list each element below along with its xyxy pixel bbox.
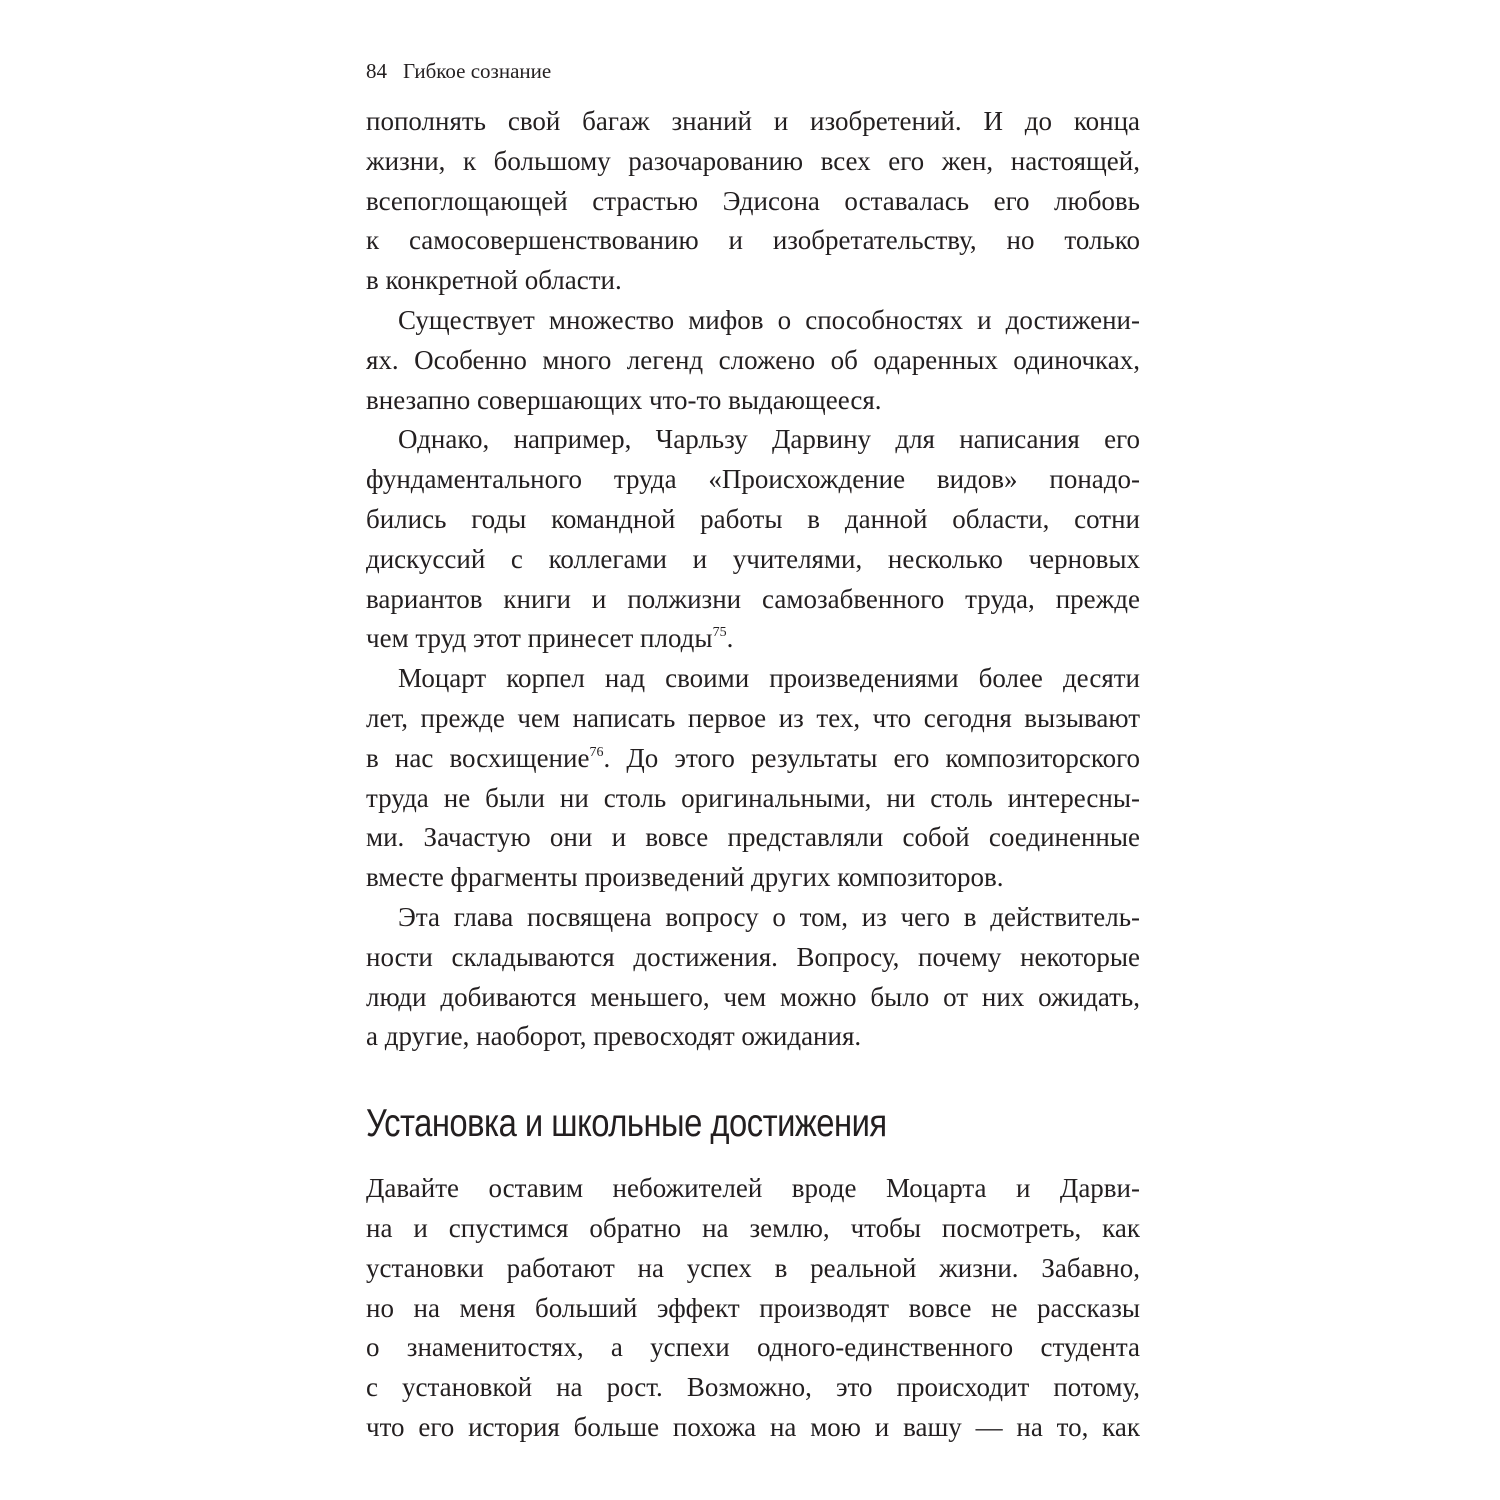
- footnote-marker: 75: [712, 625, 727, 641]
- line-text: в нас восхищение: [366, 742, 590, 773]
- text-line: вместе фрагменты произведений других композиторов.: [366, 862, 1004, 893]
- text-line: ми. Зачастую они и вовсе представляли собой соединенные: [366, 822, 1140, 853]
- text-line: ях. Особенно много легенд сложено об одаренных одиночках,: [366, 344, 1140, 375]
- text-line: люди добиваются меньшего, чем можно было от них ожидать,: [366, 981, 1140, 1012]
- paragraph-1: [366, 102, 1140, 301]
- text-line: ности складываются достижения. Вопросу, почему некоторые: [366, 941, 1140, 972]
- book-page: [366, 56, 1140, 1448]
- text-line: труда не были ни столь оригинальными, ни столь интересны-: [366, 782, 1140, 813]
- line-text: .: [726, 623, 734, 654]
- text-line: вариантов книги и полжизни самозабвенного труда, прежде: [366, 583, 1140, 614]
- text-line: с установкой на рост. Возможно, это происходит потому,: [366, 1372, 1140, 1403]
- text-line: пополнять свой багаж знаний и изобретений. И до конца: [366, 106, 1140, 136]
- text-line: всепоглощающей страстью Эдисона оставалась его любовь: [366, 185, 1140, 216]
- text-line: [366, 619, 1140, 659]
- text-line: но на меня больший эффект производят вовсе не рассказы: [366, 1292, 1140, 1323]
- text-line: на и спустимся обратно на землю, чтобы посмотреть, как: [366, 1212, 1140, 1243]
- text-line: Однако, например, Чарльзу Дарвину для написания его: [398, 424, 1140, 455]
- line-text: . До этого результаты его композиторского: [603, 742, 1140, 773]
- text-line: Моцарт корпел над своими произведениями более десяти: [398, 663, 1140, 694]
- text-line: а другие, наоборот, превосходят ожидания.: [366, 1021, 862, 1052]
- paragraph-2: [366, 301, 1140, 420]
- book-title: Гибкое сознание: [403, 59, 552, 83]
- text-line: фундаментального труда «Происхождение видов» понадо-: [366, 464, 1140, 495]
- footnote-marker: 76: [589, 744, 604, 760]
- text-line: Давайте оставим небожителей вроде Моцарта и Дарви-: [366, 1173, 1140, 1204]
- text-line: установки работают на успех в реальной жизни. Забавно,: [366, 1252, 1140, 1283]
- running-head: [366, 56, 1140, 86]
- text-line: в конкретной области.: [366, 265, 622, 296]
- line-text: чем труд этот принесет плоды: [366, 623, 713, 654]
- text-line: лет, прежде чем написать первое из тех, что сегодня вызывают: [366, 702, 1140, 733]
- section-paragraph: [366, 1169, 1140, 1448]
- text-line: внезапно совершающих что-то выдающееся.: [366, 384, 882, 415]
- paragraph-5: [366, 898, 1140, 1057]
- paragraph-3: [366, 420, 1140, 659]
- paragraph-4: [366, 659, 1140, 898]
- text-line: дискуссий с коллегами и учителями, несколько черновых: [366, 543, 1140, 574]
- text-line: что его история больше похожа на мою и вашу — на то, как: [366, 1411, 1140, 1442]
- text-line: Эта глава посвящена вопросу о том, из чего в действитель-: [398, 901, 1140, 932]
- page-number: 84: [366, 59, 387, 83]
- text-line: [366, 739, 1140, 779]
- section-heading: Установка и школьные достижения: [366, 1102, 887, 1146]
- text-line: жизни, к большому разочарованию всех его жен, настоящей,: [366, 145, 1140, 176]
- text-line: Существует множество мифов о способностях и достижени-: [398, 304, 1140, 335]
- text-line: к самосовершенствованию и изобретательству, но только: [366, 225, 1140, 256]
- text-line: бились годы командной работы в данной области, сотни: [366, 503, 1140, 534]
- text-line: о знаменитостях, а успехи одного-единственного студента: [366, 1332, 1140, 1363]
